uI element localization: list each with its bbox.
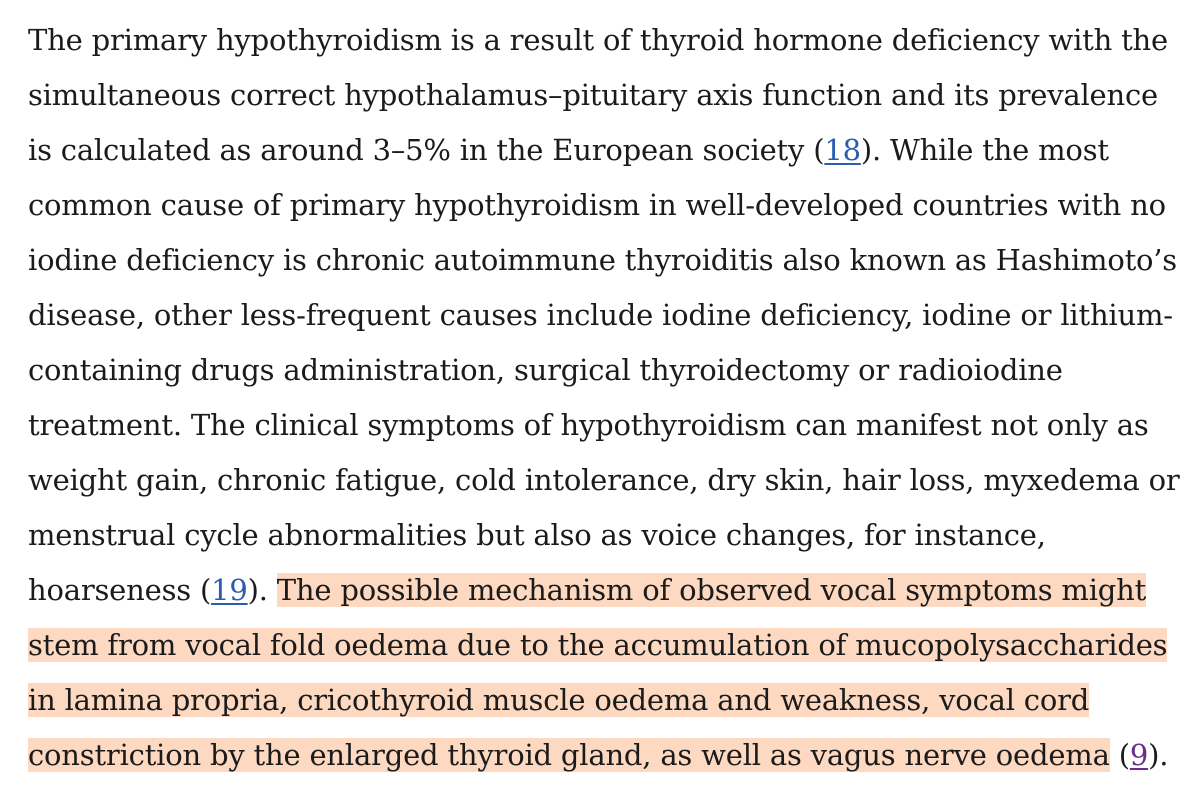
paragraph-line: weight gain, chronic fatigue, cold intolerance, dry skin, hair loss, myxedema or	[28, 463, 1180, 497]
paragraph-line: disease, other less-frequent causes include iodine deficiency, iodine or lithium-	[28, 298, 1173, 332]
text-segment: ).	[1148, 738, 1169, 772]
highlighted-text: constriction by the enlarged thyroid gland, as well as vagus nerve oedema	[28, 738, 1110, 772]
text-segment: ). While the most	[860, 133, 1109, 167]
paragraph-line: containing drugs administration, surgical thyroidectomy or radioiodine	[28, 353, 1063, 387]
text-segment: is calculated as around 3–5% in the European society (	[28, 133, 825, 167]
paragraph-line	[28, 123, 1109, 178]
highlighted-text: The possible mechanism of observed vocal symptoms might	[276, 573, 1147, 607]
paragraph-line: common cause of primary hypothyroidism in well-developed countries with no	[28, 188, 1166, 222]
paragraph-line: menstrual cycle abnormalities but also as voice changes, for instance,	[28, 518, 1046, 552]
highlighted-text: in lamina propria, cricothyroid muscle oedema and weakness, vocal cord	[28, 683, 1090, 717]
citation-link-19[interactable]: 19	[211, 573, 248, 607]
text-segment: (	[1109, 738, 1130, 772]
text-segment: hoarseness (	[28, 573, 212, 607]
paragraph-line	[28, 563, 1146, 618]
paragraph-line	[28, 618, 1167, 673]
highlighted-text: stem from vocal fold oedema due to the accumulation of mucopolysaccharides	[28, 628, 1168, 662]
text-segment: ).	[247, 573, 277, 607]
paragraph-line: simultaneous correct hypothalamus–pituitary axis function and its prevalence	[28, 78, 1159, 112]
citation-link-18[interactable]: 18	[824, 133, 861, 167]
paragraph-line	[28, 673, 1089, 728]
paragraph-line	[28, 728, 1168, 783]
paragraph-line: The primary hypothyroidism is a result of thyroid hormone deficiency with the	[28, 23, 1168, 57]
paragraph-line: treatment. The clinical symptoms of hypothyroidism can manifest not only as	[28, 408, 1149, 442]
paragraph-line: iodine deficiency is chronic autoimmune thyroiditis also known as Hashimoto’s	[28, 243, 1177, 277]
citation-link-9[interactable]: 9	[1129, 738, 1149, 772]
